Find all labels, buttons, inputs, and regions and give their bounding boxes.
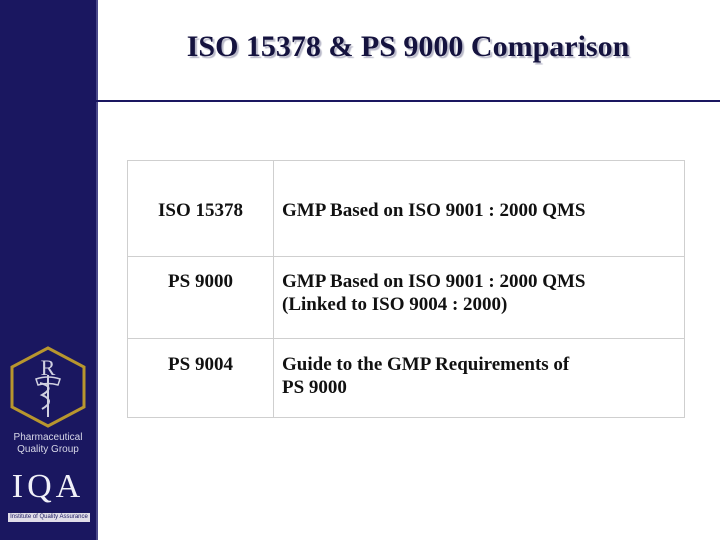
- sidebar: [0, 0, 96, 540]
- pqg-emblem-icon: [6, 345, 90, 429]
- slide-title: ISO 15378 & PS 9000 Comparison: [186, 30, 630, 63]
- iqa-tagline: Institute of Quality Assurance: [8, 513, 90, 522]
- standard-cell: [128, 257, 274, 339]
- table-row: [128, 161, 685, 257]
- standard-cell: [128, 161, 274, 257]
- table-row: [128, 257, 685, 339]
- description-line: PS 9000: [282, 377, 347, 398]
- title-divider: [96, 100, 720, 102]
- description-line: GMP Based on ISO 9001 : 2000 QMS: [282, 200, 586, 221]
- description-cell: [274, 257, 685, 339]
- standard-name: ISO 15378: [158, 200, 243, 221]
- standard-name: PS 9004: [168, 354, 233, 375]
- standard-cell: [128, 339, 274, 418]
- description-cell: [274, 339, 685, 418]
- table-row: [128, 339, 685, 418]
- comparison-table: [127, 160, 685, 418]
- description-line: GMP Based on ISO 9001 : 2000 QMS: [282, 271, 586, 292]
- description-cell: [274, 161, 685, 257]
- pqg-name-line2: Quality Group: [17, 444, 79, 455]
- iqa-wordmark: IQA: [11, 468, 85, 505]
- description-line: (Linked to ISO 9004 : 2000): [282, 294, 508, 315]
- svg-text:R: R: [40, 355, 56, 380]
- sidebar-divider: [96, 0, 98, 540]
- description-line: Guide to the GMP Requirements of: [282, 354, 570, 375]
- standard-name: PS 9000: [168, 271, 233, 292]
- pqg-name-line1: Pharmaceutical: [13, 432, 83, 443]
